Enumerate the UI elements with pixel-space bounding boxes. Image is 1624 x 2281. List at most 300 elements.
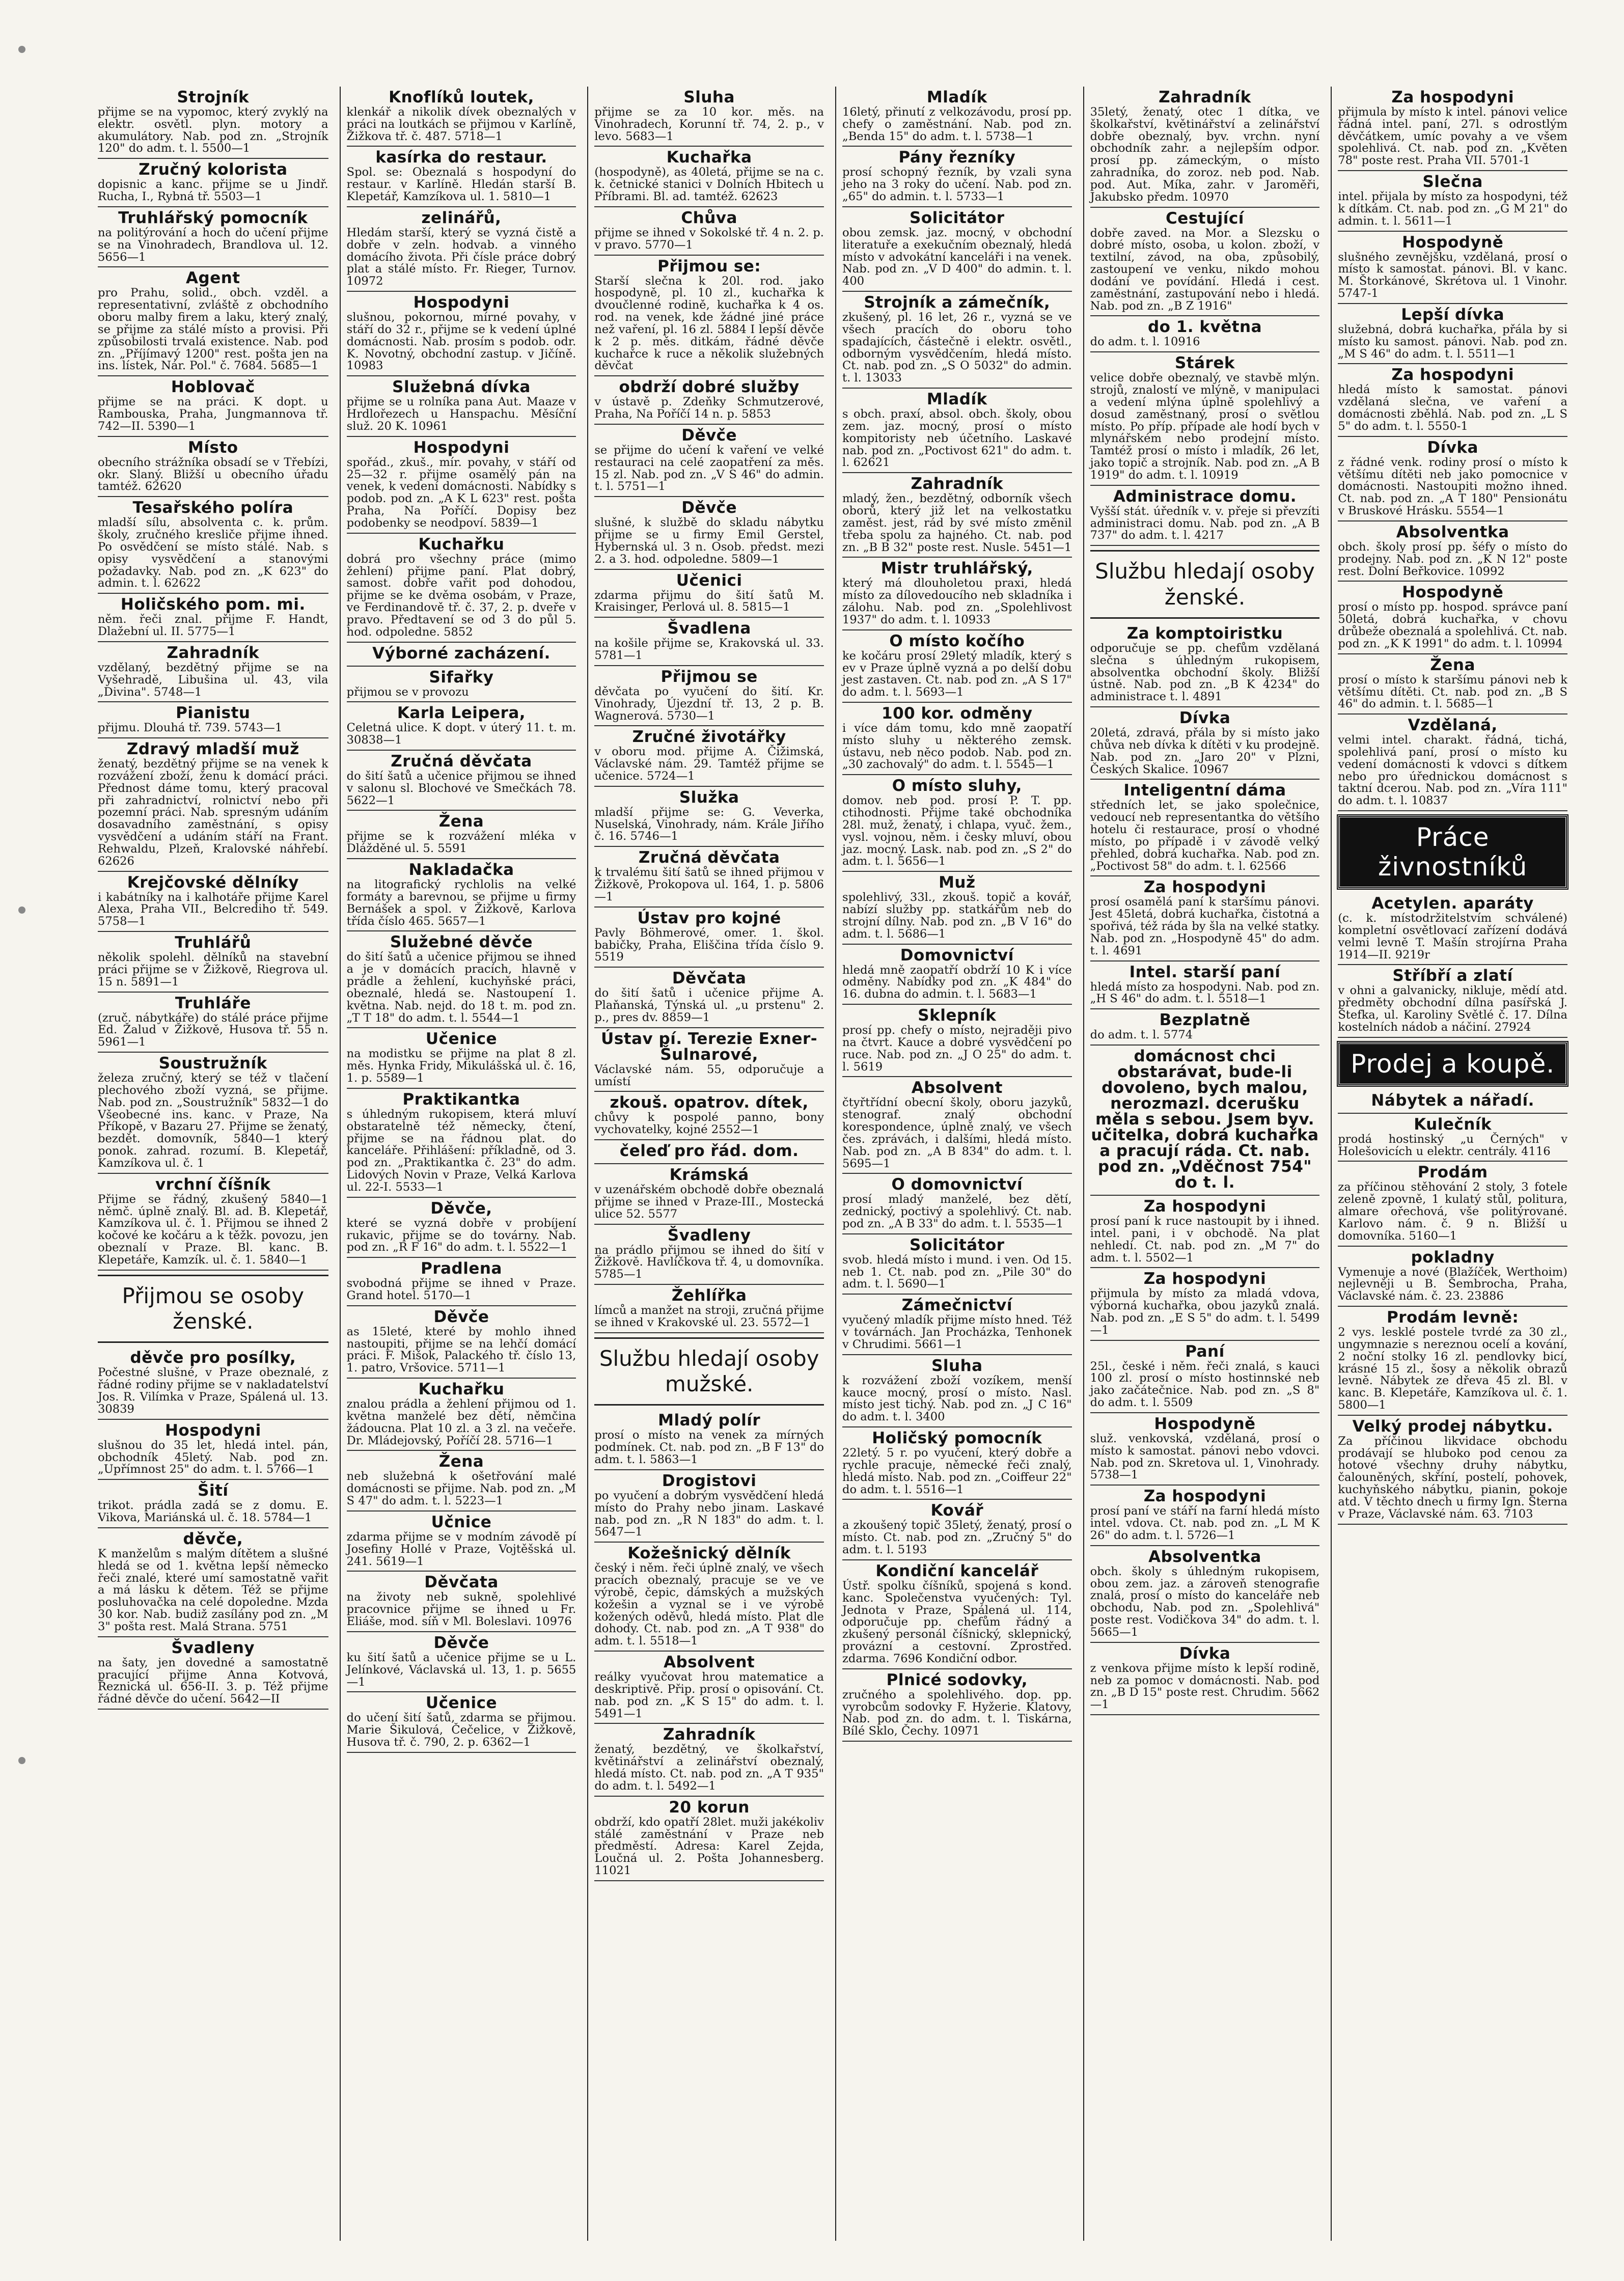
ad-text: prosí o místo na venek za mírných podmínek. Ct. nab. pod zn. „B F 13" do adm. t. l. 5863—1 (594, 1428, 824, 1467)
classified-ad (347, 376, 576, 436)
classified-ad (1338, 171, 1567, 231)
ad-text: dopisnic a kanc. přijme se u Jindř. Rucha, I., Rybná tř. 5503—1 (98, 178, 328, 204)
classified-ad (1090, 1196, 1320, 1268)
ad-text: spořád., zkuš., mír. povahy, v stáří od 25—32 r. přijme osamělý pán na venek, k vedení domácnosti. Nabídky s podob. pod zn. „A K L 623" rest. pošta Praha, Na Poříčí. Dopisy bez podobenky se neodpoví. 5839—1 (346, 455, 576, 530)
ad-text: 35letý, ženatý, otec 1 dítka, ve školkařství, květinářství a zelinářství dobře obeznalý, byv. vrchn. nyní obchodník zahr. a nejlepším odpor. prosí pp. zámeckým, o místo zahradníka, do zoroz. neb pod. Nab. pod. Aut. Míka, zahr. v Jaroměři, Jakubsko předm. 10970 (1090, 105, 1320, 204)
ad-text: mladší sílu, absolventa c. k. prům. školy, zručného kresliče přijme ihned. Po osvědčení se místo stálé. Nab. s opisy vysvědčení a stanovými požadavky. Nab. pod zn. „K 623" do admin. t. l. 62622 (98, 516, 328, 590)
ad-heading: Holičský pomocník (872, 1429, 1042, 1448)
classified-ad (842, 389, 1072, 473)
classified-ad (347, 1306, 576, 1379)
classified-ad (1338, 304, 1567, 364)
classified-ad (594, 1225, 824, 1285)
ad-text: zkušený, pl. 16 let, 26 r., vyzná se ve všech pracích do oboru toho spadajících, částečně i elektr. osvětl., odborným vysvědčením, hledá místo. Ct. nab. pod zn. „S O 5032" do admin. t. l. 13033 (842, 311, 1072, 385)
ad-text: domov. neb pod. prosí P. T. pp. ctihodnosti. Přijme také obchodníka 28l. muž, ženatý, i chlapa, vyuč. žem., vysl. vojnou, něm. i česky mluví, obou jaz. mocný. Lask. nab. pod zn. „S 2" do adm. t. l. 5656—1 (842, 794, 1072, 868)
ad-heading: Lepší dívka (1401, 305, 1505, 324)
ad-text: (zruč. nábytkáře) do stálé práce přijme Ed. Žalud v Žižkově, Husova tř. 55 n. 5961—1 (98, 1011, 328, 1049)
classified-ad (1090, 961, 1320, 1010)
ad-text: pro Prahu, solid., obch. vzděl. a representativní, zvláště z obchodního oboru malby firem a laku, který znalý, se přijme za stálé místo a provisi. Při způsobilosti trvalá existence. Nab. pod zn. „Příjímavý 1200" rest. pošta jen na ins. lístek, Nár. Pol." č. 7684. 5685—1 (98, 286, 328, 373)
classified-ad (98, 267, 328, 376)
ad-heading: Za hospodyni (1391, 88, 1514, 106)
classified-ad (1338, 582, 1567, 654)
ad-text: Spol. se: Obeznalá s hospodyní do restaur. v Karlíně. Hledán starší B. Klepetář, Kamzíkova ul. 1. 5810—1 (346, 166, 576, 204)
ad-text: obdrží, kdo opatří 28let. muži jakékoliv stálé zaměstnání v Praze neb předměstí. Adresa: Karel Zejda, Loučná ul. 2. Pošta Johannesberg. 11021 (594, 1815, 824, 1877)
classified-ad (98, 1053, 328, 1174)
ad-text: Celetná ulice. K dopt. v úterý 11. t. m. 30838—1 (346, 721, 576, 747)
ad-text: něm. řeči znal. přijme F. Handt, Dlažební ul. II. 5775—1 (98, 613, 328, 639)
ad-text: mladší přijme se: G. Veverka, Nuselská, Vinohrady, nám. Krále Jiřího č. 16. 5746—1 (594, 805, 824, 843)
ad-heading: Vzdělaná, (1408, 716, 1498, 735)
classified-ad (1338, 1247, 1567, 1307)
ad-heading: Chůva (681, 208, 737, 227)
classified-ad (842, 1560, 1072, 1669)
column-3 (587, 87, 830, 2241)
ad-text: prosí o místo k staršímu pánovi neb k většímu dítěti. Ct. nab. pod zn. „B S 46" do admin. t. l. 5685—1 (1338, 673, 1567, 711)
classified-ad (594, 147, 824, 207)
classified-ad (98, 594, 328, 642)
ad-heading: Hospodyně (1154, 1414, 1256, 1433)
ad-text: slušné, k službě do skladu nábytku přijme se u firmy Emil Gerstel, Hybernská ul. 3 n. Osob. předst. mezi 2. a 3. hod. odpoledne. 5809—1 (594, 516, 824, 566)
classified-ad (98, 993, 328, 1053)
ad-heading: Bezplatně (1159, 1011, 1251, 1030)
ad-text: středních let, se jako společnice, vedoucí neb representantka do většího hotelu či restaurace, prosí o vhodné místo, po případě i v závodě velký přehled, dobrá kuchařka. Nab. pod zn. „Poctivost 58" do adm. t. l. 62566 (1090, 799, 1320, 873)
ad-text: obecního strážníka obsadí se v Třebízi, okr. Slaný. Bližší u obecního úřadu tamtéž. 62620 (98, 455, 328, 493)
ad-heading: Ústav pí. Terezie Exner-Šulnarové, (601, 1029, 818, 1064)
ad-text: neb služebná k ošetřování malé domácnosti se přijme. Nab. pod zn. „M S 47" do adm. t. l. 5223—1 (346, 1470, 576, 1508)
ad-text: Starší slečna k 20l. rod. jako hospodyně, pl. 10 zl., kuchařka k dvoučlenné rodině, kuchařka k 4 os. rod. na venek, kde žádné jiné práce než vaření, pl. 16 zl. 5884 I lepší děvče k 2 p. měs. ditkám, řádné děvče kuchařce k ruce a několik služebných děvčat (594, 274, 824, 373)
ad-text: slušnou, pokornou, mírné povahy, v stáří do 32 r., přijme se k vedení úplné domácnosti. Nab. prosím s podob. odr. K. Novotný, obchodní zastup. v Jičíně. 10983 (346, 311, 576, 373)
ad-text: prosí schopný řezník, by vzali syna jeho na 3 roky do učení. Nab. pod zn. „65" do admin. t. l. 5733—1 (842, 166, 1072, 204)
ad-heading: Za hospodyni (1143, 1197, 1267, 1216)
ad-heading: Za hospodyni (1143, 878, 1267, 897)
ad-heading: Holičského pom. mi. (120, 595, 306, 614)
classified-ad (1090, 1009, 1320, 1046)
ad-heading: Služebné děvče (390, 933, 533, 952)
ad-heading: Karla Leipera, (397, 704, 526, 723)
ad-heading: Muž (939, 873, 976, 892)
ad-heading: Zdravý mladší muž (126, 740, 299, 759)
ad-heading: obdrží dobré služby (619, 378, 800, 397)
ad-heading: O místo sluhy, (892, 777, 1022, 795)
classified-ad (594, 1092, 824, 1140)
ad-heading: Sifařky (429, 668, 494, 686)
ad-text: ku šití šatů a učenice přijme se u L. Jelínkové, Václavská ul. 13, 1. p. 5655—1 (346, 1651, 576, 1689)
ad-heading: Krámská (669, 1166, 749, 1185)
ad-text: prosí paní k ruce nastoupit by i ihned. intel. pani, i v obchodě. Na plat nehledí. Ct. nab. pod zn. „M 7" do adm. t. l. 5502—1 (1090, 1215, 1320, 1265)
classified-ad (98, 207, 328, 267)
classified-ad (1090, 707, 1320, 780)
ad-heading: Inteligentní dáma (1123, 781, 1286, 800)
ad-text: odporučuje se pp. chefům vzdělaná slečna s úhledným rukopisem, absolventka obchodní školy. Bližší ústně. Nab. pod zn. „B K 4234" do administrace t. l. 4891 (1090, 641, 1320, 704)
ad-heading: Krejčovské dělníky (127, 873, 299, 892)
ad-text: 22letý. 5 r. po vyučení, který dobře a rychle pracuje, německé řeči znalý, hledá místo. Nab. pod zn. „Coiffeur 22" do adm. t. l. 5516—1 (842, 1446, 1072, 1496)
ad-heading: Kondiční kancelář (875, 1561, 1039, 1580)
ad-text: k trvalému šití šatů se ihned přijmou v Žižkově, Prokopova ul. 164, 1. p. 5806—1 (594, 866, 824, 903)
classified-ad (594, 787, 824, 847)
section-header: Službu hledají osoby mužské. (599, 1345, 819, 1397)
ad-heading: Děvče (433, 1307, 489, 1326)
classified-ad (347, 643, 576, 667)
ad-text: prosí osamělá paní k staršímu pánovi. Jest 45letá, dobrá kuchařka, čistotná a spořivá, též ráda by šla na velké statky. Nab. pod zn. „Hospodyně 45" do adm. t. l. 4691 (1090, 895, 1320, 957)
ad-heading: Ústav pro kojné (637, 909, 781, 927)
classified-ad (1338, 437, 1567, 521)
ad-text: prosí paní ve stáří na farní hledá místo intel. vdova. Ct. nab. pod zn. „L M K 26" do adm. t. l. 5726—1 (1090, 1504, 1320, 1542)
ad-heading: Absolvent (664, 1653, 755, 1672)
classified-ad (98, 1637, 328, 1710)
ad-text: prosí mladý manželé, bez dětí, zednický, poctivý a spolehlivý. Ct. nab. pod zn. „A B 33" do adm. t. l. 5535—1 (842, 1193, 1072, 1230)
ad-heading: Zručná děvčata (638, 848, 780, 867)
ad-heading: Cestující (1166, 209, 1244, 228)
classified-ad (594, 256, 824, 377)
classified-ad (594, 1164, 824, 1224)
ad-heading: Zámečnictví (901, 1296, 1012, 1315)
ad-text: svob. hledá místo i mund. i ven. Od 15. neb 1. Ct. nab. pod zn. „Pile 30" do adm. t. l. 5690—1 (842, 1253, 1072, 1291)
ad-text: Vyšší stát. úředník v. v. přeje si převzíti administraci domu. Nab. pod zn. „A B 737" do adm. t. l. 4217 (1090, 504, 1320, 542)
ad-text: prodá hostinský „u Černých" v Holešovicích u elektr. centrály. 4116 (1338, 1132, 1567, 1158)
ad-heading: Mladík (926, 390, 987, 409)
classified-ad (1090, 1341, 1320, 1413)
ad-text: do šití šatů i učenice přijme A. Plaňanská, Týnská ul. „u prstenu" 2. p., pres dv. 8859—1 (594, 986, 824, 1024)
ad-heading: Služka (679, 788, 739, 807)
column-2 (340, 87, 583, 2241)
ad-heading: Mistr truhlářský, (880, 559, 1033, 578)
ad-heading: Učenice (425, 1030, 498, 1049)
ad-heading: Žena (438, 1452, 484, 1471)
ad-heading: Absolvent (911, 1079, 1003, 1097)
ad-heading: Prodám levně: (1386, 1308, 1519, 1327)
classified-ad (594, 207, 824, 256)
ad-text: as 15leté, které by mohlo ihned nastoupiti, přijme se na lehčí domácí práci. F. Mišok, Palackého tř. číslo 13, 1. patro, Vršovice. 5711—1 (346, 1325, 576, 1375)
ad-text: v uzenářském obchodě dobře obeznalá přijme se ihned v Praze-III., Mostecká ulice 52. 5577 (594, 1183, 824, 1221)
ad-heading: Žena (1430, 655, 1475, 674)
classified-ad (1090, 780, 1320, 876)
classified-ad (1090, 316, 1320, 352)
ad-text: obch. školy s úhledným rukopisem, obou zem. jaz. a zároveň stenografie znalá, prosí o místo do kanceláře neb obchodu, Nab. pod zn. „Spolehlivá" poste rest. Vodičkova 34" do adm. t. l. 5665—1 (1090, 1564, 1320, 1639)
ad-heading: Solicitátor (910, 208, 1005, 227)
ad-heading: Soustružník (158, 1054, 267, 1073)
ad-heading: Nábytek a nářadí. (1371, 1091, 1534, 1110)
classified-ad (98, 1480, 328, 1528)
ad-text: hledá místo k samostat. pánovi vzdělaná slečna, ve vaření a domácnosti zběhlá. Nab. pod zn. „L S 5" do adm. t. l. 5550-1 (1338, 383, 1567, 433)
classified-ad (594, 1140, 824, 1164)
ad-heading: Mladík (926, 88, 987, 106)
classified-ad (842, 1174, 1072, 1234)
ad-heading: Dívka (1427, 438, 1478, 457)
ad-text: 20letá, zdravá, přála by si místo jako chůva neb dívka k dítěti v ku prodejně. Nab. pod zn. „Jaro 20" v Plzni, Českých Skalice. 10967 (1090, 726, 1320, 776)
classified-ad (842, 1234, 1072, 1295)
ad-heading: Velký prodej nábytku. (1352, 1417, 1553, 1436)
ad-text: přijme se za 10 kor. měs. na Vinohradech, Korunní tř. 74, 2. p., v levo. 5683—1 (594, 105, 824, 143)
classified-ad (1338, 521, 1567, 582)
ad-heading: Zahradník (167, 643, 260, 662)
ad-heading: Děvčata (424, 1573, 499, 1592)
classified-ad (842, 872, 1072, 944)
classified-ad (1090, 1046, 1320, 1196)
ad-text: i více dám tomu, kdo mně zaopatří místo sluhy u některého zemsk. ústavu, neb něco podob. Nab. pod zn. „30 zachovalý" do adm. t. l. 5545—1 (842, 721, 1072, 772)
ad-heading: Pány řezníky (898, 148, 1016, 167)
ad-heading: Zahradník (663, 1725, 756, 1744)
ad-heading: Učenice (425, 1694, 498, 1713)
ad-heading: Domovnictví (900, 946, 1014, 965)
ad-heading: Paní (1185, 1342, 1225, 1361)
classified-ad (842, 147, 1072, 207)
ad-heading: děvče pro posílky, (130, 1349, 296, 1367)
classified-ad (347, 667, 576, 703)
classified-ad (1338, 87, 1567, 171)
ad-heading: vrchní číšník (155, 1175, 271, 1194)
ad-heading: Místo (188, 438, 238, 457)
classified-ad (347, 147, 576, 207)
ad-heading: Hospodyni (413, 293, 510, 312)
classified-ad (347, 1692, 576, 1752)
ad-heading: Hospodyně (1402, 583, 1504, 602)
ad-text: slušného zevnějšku, vzdělaná, prosí o místo k samostat. pánovi. Bl. v kanc. M. Štorkánové, Skrétova ul. 1 Vinohr. 5747-1 (1338, 250, 1567, 300)
ad-text: 16letý, přinutí z velkozávodu, prosí pp. chefy o zaměstnání. Nab. pod zn. „Benda 15" do adm. t. l. 5738—1 (842, 105, 1072, 143)
ad-heading: Strojník (177, 88, 250, 106)
section-header-box (594, 1337, 824, 1406)
ad-heading: Učenici (676, 571, 742, 590)
ad-text: límců a manžet na stroji, zručná přijme se ihned v Krakovské ul. 23. 5572—1 (594, 1304, 824, 1329)
ad-heading: Žehlířka (671, 1286, 747, 1305)
ad-text: v oboru mod. přijme A. Čižimská, Václavské nám. 29. Tamtéž přijme se učenice. 5724—1 (594, 745, 824, 783)
classified-ad (1338, 364, 1567, 436)
ad-text: prosí pp. chefy o místo, nejraději pivo na čtvrt. Kauce a dobré vysvědčení po ruce. Nab. pod zn. „J O 25" do adm. t. l. 5619 (842, 1024, 1072, 1074)
classified-ad (98, 376, 328, 436)
classified-ad (347, 1028, 576, 1088)
ad-heading: Pradlena (421, 1259, 502, 1278)
classified-ad (347, 87, 576, 147)
ad-heading: Zručné životářky (632, 728, 786, 747)
ad-text: i kabátníky na i kalhotáře přijme Karel Alexa, Praha VII., Belcrediho tř. 549. 5758—1 (98, 890, 328, 928)
ad-heading: Kuchařku (418, 535, 505, 554)
ad-text: hledá mně zaopatří obdrží 10 K i více odměny. Nabídky pod zn. „K 484" do 16. dubna do admin. t. l. 5683—1 (842, 963, 1072, 1001)
ad-text: na litografický rychlolis na velké formáty a barevnou, se přijme u firmy Bernášek a spol. v Žižkově, Karlova třída číslo 465. 5657—1 (346, 878, 576, 928)
classified-ad (347, 811, 576, 859)
section-header-box (98, 1275, 328, 1343)
ad-text: na košile přijme se, Krakovská ul. 33. 5781—1 (594, 637, 824, 663)
ad-heading: Intel. starší paní (1129, 963, 1281, 981)
classified-ad (842, 703, 1072, 775)
classified-ad (1090, 623, 1320, 707)
ad-text: do šití šatů a učenice přijmou se ihned a je v domácích pracích, hlavně v prádle a žehlení, kuchyňské práci, obeznalé, hledá se. Nastoupení 1. května. Nab. nejd. do 18 t. m. pod zn. „T T 18" do adm. t. l. 5544—1 (346, 950, 576, 1025)
ad-heading: Zručný kolorista (139, 160, 288, 179)
classified-ad (594, 1797, 824, 1881)
ad-heading: Drogistovi (662, 1471, 757, 1490)
classified-ad (594, 1652, 824, 1724)
ad-text: na politýrování a hoch do učení přijme se na Vinohradech, Brandlova ul. 12. 5656—1 (98, 226, 328, 264)
classified-ad (1338, 232, 1567, 304)
ad-text: na modistku se přijme na plat 8 zl. měs. Hynka Fridy, Mikulášská ul. č. 16, 1. p. 5589—1 (346, 1047, 576, 1085)
ad-text: přijme se k rozvážení mléka v Dlážděné ul. 5. 5591 (346, 830, 576, 856)
ad-heading: Děvčata (672, 969, 747, 988)
ad-heading: Švadleny (171, 1638, 255, 1657)
classified-ad (98, 1420, 328, 1480)
section-header: Přijmou se osoby ženské. (122, 1283, 305, 1334)
ad-text: 25l., české i něm. řeči znalá, s kauci 100 zl. prosí o místo hostinnské neb jako začátečnice. Nab. pod zn. „S 8" do adm. t. l. 5509 (1090, 1359, 1320, 1410)
ad-text: děvčata po vyučení do šití. Kr. Vinohrady, Újezdní tř. 13, 2 p. B. Wagnerová. 5730—1 (594, 684, 824, 723)
ad-heading: Agent (186, 269, 240, 288)
classified-ad (594, 570, 824, 618)
ad-text: v ohni a galvanicky, nikluje, mědí atd. předměty obchodní dílna pasířská J. Štefka, ul. Karoliny Světlé č. 17. Dílna kostelních nádob a náčiní. 27924 (1338, 984, 1567, 1034)
ad-heading: Strojník a zámečník, (864, 293, 1051, 312)
ad-text: které se vyzná dobře v probíjení rukavic, přijme se do továrny. Nab. pod zn. „R F 16" do adm. t. l. 5522—1 (346, 1216, 576, 1254)
ad-text: Ústř. spolku číšníků, spojená s kond. kanc. Společenstva vyučených: Tyl. Jednota v Praze, Spálená ul. 114, odporučuje pp. chefům řádný a zkušený personál číšnický, sklepnický, provázní a cestovní. Zprostřed. zdarma. 7696 Kondiční odbor. (842, 1579, 1072, 1665)
classified-ad (594, 425, 824, 497)
ad-heading: Zahradník (1159, 88, 1251, 106)
ad-text: na prádlo přijmou se ihned do šití v Žižkově. Havlíčkova tř. 4, u domovníka. 5785—1 (594, 1243, 824, 1281)
ad-text: do adm. t. l. 5774 (1090, 1028, 1193, 1042)
classified-ad (98, 1347, 328, 1419)
classified-ad (842, 1500, 1072, 1560)
ad-text: služ. venkovská, vzdělaná, prosí o místo k samostat. pánovi nebo vdovci. Nab. pod zn. Skretova ul. 1, Vinohrady. 5738—1 (1090, 1432, 1320, 1482)
ad-text: zdarma přijmu do šití šatů M. Kraisinger, Perlová ul. 8. 5815—1 (594, 588, 824, 614)
classified-ad (1090, 352, 1320, 485)
classified-ad (842, 473, 1072, 558)
ad-text: a zkoušený topič 35letý, ženatý, prosí o místo. Ct. nab. pod zn. „Zručný 5" do adm. t. l. 5193 (842, 1519, 1072, 1557)
ad-heading: Sluha (931, 1356, 983, 1375)
ad-text: spolehlivý, 33l., zkouš. topič a kovář, nabízí služby pp. statkářům neb do strojní dílny. Nab. pod zn. „B V 16" do adm. t. l. 5686—1 (842, 891, 1072, 941)
ad-text: ženatý, bezdětný přijme se na venek k rozvážení zboží, ženu k domácí práci. Přednost dáme tomu, který pracoval při zahradnictví, rolnictví nebo při pozemní práci. Nab. spresným udáním dosavadního zaměstnání, s opisy vysvědčení a udáním stáří na Frant. Rehwaldu, Plzeň, Kralovské náhřebí. 62626 (98, 757, 328, 868)
ad-text: znalou prádla a žehlení přijmou od 1. května manželé bez dětí, němčina žádoucna. Plat 10 zl. a 3 zl. na večeře. Dr. Mládejovský, Poříčí 28. 5716—1 (346, 1397, 576, 1447)
ad-heading: Plnicé sodovky, (886, 1670, 1028, 1689)
ad-heading: Praktikantka (402, 1090, 520, 1109)
ad-text: několik spolehl. dělníků na stavební práci přijme se v Žižkově, Riegrova ul. 15 n. 5891—1 (98, 951, 328, 988)
classified-ad (842, 558, 1072, 630)
ad-text: reálky vyučovat hrou matematice a deskriptivě. Přip. prosí o opisování. Ct. nab. pod zn. „K S 15" do adm. t. l. 5491—1 (594, 1670, 824, 1720)
ad-text: chůvy k pospolé panno, bony vychovatelky, kojné 2552—1 (594, 1111, 824, 1137)
ad-text: Počestné slušné, v Praze obeznalé, z řádné rodiny přijme se v nakladatelství Jos. R. Vilímka v Praze, Spálená ul. 13. 30839 (98, 1366, 328, 1416)
ad-text: Přijme se řádný, zkušený 5840—1 němč. úplně znalý. Bl. ad. B. Klepetář, Kamzíkova ul. č. 1. Přijmou se ihned 2 kočové ke kočáru a k těžk. povozu, jen obeznalí v Praze. Bl. kanc. B. Klepetáře, Kamzík. ul. č. 1. 5840—1 (98, 1192, 328, 1267)
ad-heading: Služebná dívka (392, 378, 531, 397)
ad-text: dobře zaved. na Mor. a Slezsku o dobré místo, osoba, u kolon. zboží, v textilní, závod, na oba, způsobilý, zastoupení ve venku, nikdo mohou dodání ve povídání. Hledá i cest. zaměstnání, zastupování nebo i hledá. Nab. pod zn. „B Z 1916" (1090, 226, 1320, 313)
classified-ad (842, 87, 1072, 147)
ad-text: za příčinou stěhování 2 stoly, 3 fotele zeleně zpovně, 1 kulatý stůl, politura, almare ořechová, vše politýrované. Karlovo nám. č. 9 n. Bližší u domovníka. 5160—1 (1338, 1180, 1567, 1243)
classified-ad (347, 702, 576, 751)
ad-heading: Slečna (1422, 173, 1483, 191)
ad-text: který má dlouholetou praxi, hledá místo za dílovedoucího neb skladníka i zálohu. Nab. pod zn. „Spolehlivost 1937" do adm. t. l. 10933 (842, 576, 1072, 626)
classified-ad (98, 1528, 328, 1637)
classified-ad (842, 1295, 1072, 1355)
ad-heading: Dívka (1179, 709, 1231, 728)
ad-text: Václavské nám. 55, odporučuje a umístí (594, 1062, 824, 1088)
ad-heading: Švadleny (667, 1226, 751, 1245)
ad-text: přijmu. Dlouhá tř. 739. 5743—1 (98, 721, 283, 735)
ad-heading: O domovnictví (891, 1175, 1023, 1194)
column-6 (1331, 87, 1574, 2241)
ad-text: K manželům s malým dítětem a slušné hledá se od 1. května lepší německo řeči znalé, které umí samostatně vařit a má lásku k dětem. Též se přijme posluhovačka na celé dopoledne. Mzda 30 kor. Nab. budiž zasílány pod zn. „M 3" pošta rest. Malá Strana. 5751 (98, 1547, 328, 1633)
ad-heading: Přijmou se: (657, 257, 761, 276)
classified-ad (1338, 1307, 1567, 1416)
ad-heading: Nakladačka (408, 861, 514, 880)
ad-heading: Administrace domu. (1113, 487, 1297, 506)
classified-ad (1338, 1416, 1567, 1525)
classified-ad (347, 1198, 576, 1258)
ad-text: vzdělaný, bezdětný přijme se na Vyšehradě, Libušina ul. 43, vila „Divina". 5748—1 (98, 661, 328, 699)
ad-heading: Žena (438, 812, 484, 831)
ad-text: zručného a spolehlivého. dop. pp. vyrobcům sodovky F. Hyžerie. Klatovy, Nab. pod zn. do adm. t. l. Tiskárna, Bílé Sklo, Čechy. 10971 (842, 1688, 1072, 1738)
ad-heading: Hospodyni (164, 1421, 261, 1440)
classified-ad (1090, 1643, 1320, 1715)
ad-heading: Stárek (1174, 354, 1235, 373)
classified-ad (347, 1451, 576, 1511)
ad-heading: Přijmou se (660, 667, 758, 686)
ad-text: se přijme do učení k vaření ve velké restauraci na celé zaopatření za měs. 15 zl. Nab. pod zn. „V S 46" do admin. t. l. 5751—1 (594, 443, 824, 493)
ad-text: prosí o místo pp. hospod. správce paní 50letá, dobrá kuchařka, v chovu drůbeže obeznalá a spolehlivá. Ct. nab. pod zn. „K K 1991" do adm. t. l. 10994 (1338, 600, 1567, 650)
ad-heading: do 1. května (1147, 318, 1262, 337)
classified-ad (1338, 1114, 1567, 1162)
section-banner: Práce živnostníků (1338, 815, 1567, 889)
classified-ad (842, 207, 1072, 292)
ad-text: z řádné venk. rodiny prosí o místo k většímu dítěti neb jako pomocnice v domácnosti. Nastoupiti možno ihned. Ct. nab. pod zn. „A T 180" Pensionátu v Bruskové Hrásku. 5554—1 (1338, 455, 1567, 518)
ad-text: intel. přijala by místo za hospodyni, též k dítkám. Ct. nab. pod zn. „G M 21" do admin. t. l. 5611—1 (1338, 190, 1567, 228)
classified-ad (594, 1470, 824, 1543)
ad-heading: Mladý polír (658, 1411, 761, 1430)
ad-text: Hledám starší, který se vyzná čistě a dobře v zeln. hodvab. a vinného domácího života. Při čísle práce dobrý plat a stálé místo. Fr. Rieger, Turnov. 10972 (346, 226, 576, 288)
classified-ad (842, 1077, 1072, 1174)
classified-ad (842, 945, 1072, 1005)
classified-ad (594, 1285, 824, 1333)
classified-ad (347, 292, 576, 376)
classified-ad (1090, 208, 1320, 317)
ad-text: mladý, žen., bezdětný, odborník všech oborů, který již let na velkostatku zaměst. jest, rád by své místo změnil třeba spolu za hajného. Ct. nab. pod zn. „B B 32" poste rest. Nusle. 5451—1 (842, 492, 1072, 554)
classified-ad (98, 437, 328, 497)
column-1 (92, 87, 335, 2241)
ad-heading: O místo kočího (889, 631, 1025, 650)
ad-text: přijmula by místo za mladá vdova, výborná kuchařka, obou jazyků znalá. Nab. pod zn. „E S 5" do adm. t. l. 5499—1 (1090, 1287, 1320, 1337)
ad-text: dobrá pro všechny práce (mimo žehlení) přijme paní. Plat dobrý, samost. dobře vařit pod dohodou, přijme se ke dvěma osobám, v Praze, ve Ferdinandově tř. č. 37, 2. p. dveře v pravo. Předtavení se od 3 do půl 5. hod. odpoledne. 5852 (346, 552, 576, 639)
classified-ad (1338, 1090, 1567, 1114)
ad-heading: Kožešnický dělník (627, 1544, 791, 1563)
classified-ad (347, 1379, 576, 1451)
ad-heading: Tesařského políra (132, 499, 294, 517)
ad-heading: Stříbří a zlatí (1392, 967, 1513, 985)
classified-ad (594, 1410, 824, 1470)
ad-heading: Švadlena (667, 619, 751, 638)
classified-ad (594, 1543, 824, 1652)
classified-ad (842, 1669, 1072, 1742)
ad-heading: 20 korun (669, 1798, 750, 1817)
ad-heading: zelinářů, (421, 208, 502, 227)
classified-ad (1090, 876, 1320, 961)
ad-text: železa zručný, který se též v tlačení plechového zboží vyzná, se přijme. Nab. pod zn. „Soustružník" 5832—1 do Všeobecné ins. kanc. v Praze, Na Příkopě, v Bazaru 27. Přijme se ženatý, bezdět. domovník, 5840—1 který ponok. zahrad. rozumí. B. Klepetář, Kamzíkova ul. č. 1 (98, 1071, 328, 1170)
classified-ad (1338, 1162, 1567, 1246)
ad-text: s obch. praxí, absol. obch. školy, obou zem. jaz. mocný, prosí o místo kompitoristy neb účetního. Laskavé nab. pod zn. „Poctivost 621" do adm. t. l. 62621 (842, 407, 1072, 470)
classified-ad (347, 751, 576, 811)
ad-heading: Zahradník (911, 475, 1004, 493)
ad-heading: Děvče (681, 499, 737, 517)
ad-text: Za příčinou likvidace obchodu prodávají se hluboko pod cenou za hotové všechny druhy nábytku, čalouněných, skříní, postelí, pohovek, kuchyňského nábytku, pianin, pokoje atd. V těchto dnech u firmy Ign. Šterna v Praze, Václavské nám. 63. 7103 (1338, 1434, 1567, 1521)
classified-ad (594, 968, 824, 1028)
scan-hole-mark (18, 906, 25, 914)
classified-ad (594, 666, 824, 726)
ad-text: přijme se ihned v Sokolské tř. 4 n. 2. p. v pravo. 5770—1 (594, 226, 824, 252)
ad-text: z venkova přijme místo k lepší rodině, neb za pomoc v domácnosti. Nab. pod zn. „B D 15" poste rest. Chrudim. 5662—1 (1090, 1661, 1320, 1712)
ad-heading: Knoflíků loutek, (389, 88, 534, 106)
ad-heading: Šití (198, 1481, 229, 1500)
ad-text: obch. školy prosí pp. šéfy o místo do prodejny. Nab. pod zn. „K N 12" poste rest. Dolní Beřkovice. 10992 (1338, 540, 1567, 578)
ad-text: po vyučení a dobrým vysvědčení hledá místo do Prahy nebo jinam. Laskavé nab. pod zn. „R N 183" do adm. t. l. 5647—1 (594, 1489, 824, 1539)
classified-ad (594, 908, 824, 968)
ad-heading: kasírka do restaur. (375, 148, 547, 167)
classified-ad (1090, 1486, 1320, 1546)
ad-text: (c. k. místodržitelstvím schválené) kompletní osvětlovací zařízení dodává velmi levně T. Mašín strojírna Praha 1914—II. 9219r (1338, 912, 1567, 961)
classified-ad (98, 872, 328, 932)
classified-ad (98, 1174, 328, 1271)
ad-text: slušnou do 35 let, hledá intel. pán, obchodník 45letý. Nab. pod zn. „Upřímnost 25" do adm. t. l. 5766—1 (98, 1438, 328, 1476)
classified-ad (594, 87, 824, 147)
classified-ad (347, 1632, 576, 1692)
classified-ad (98, 87, 328, 159)
ad-text: přijme se u rolníka pana Aut. Maaze v Hrdlořezech u Hanspachu. Měsíční služ. 20 K. 10961 (346, 395, 576, 433)
